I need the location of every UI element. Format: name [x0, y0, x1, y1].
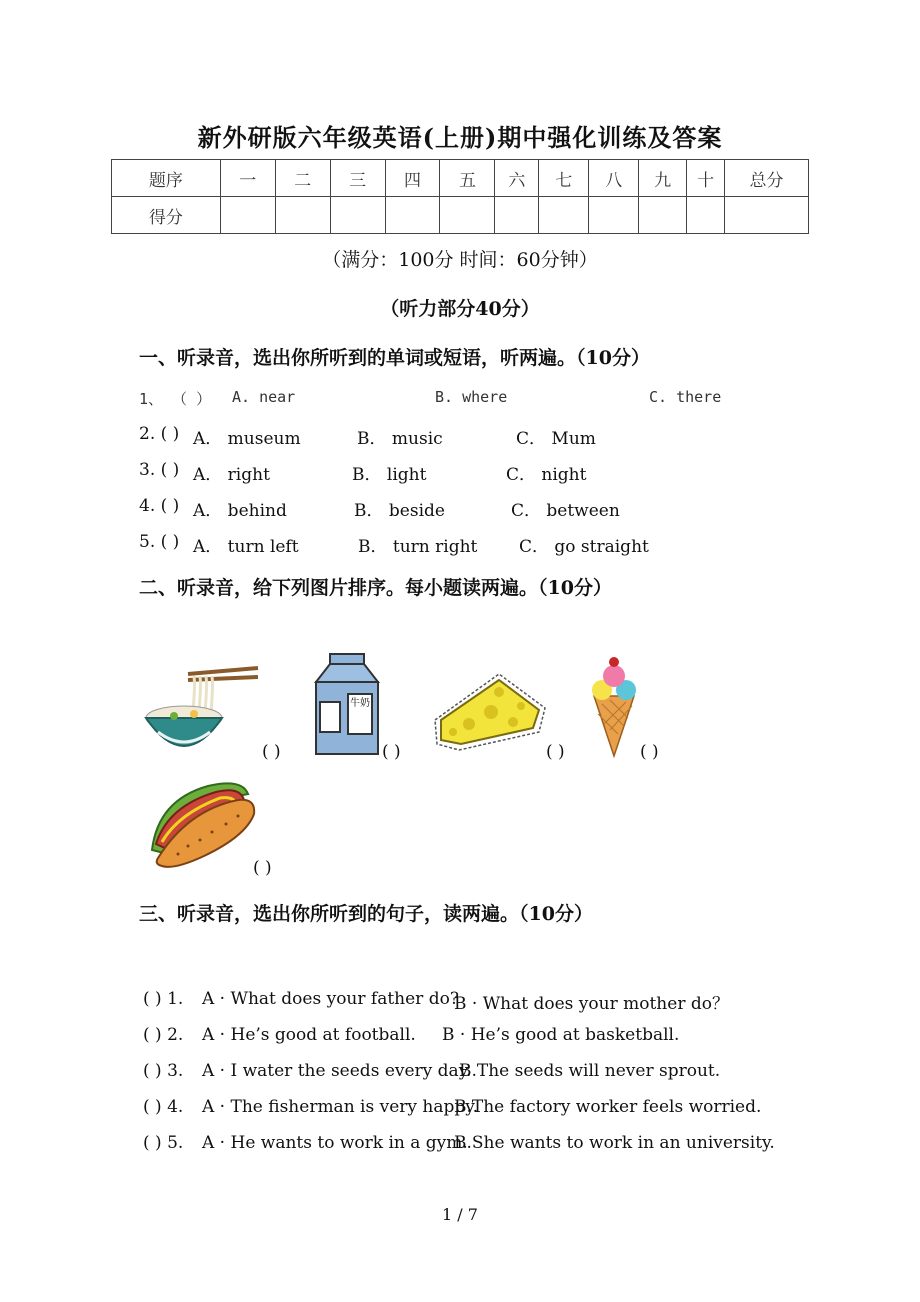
question-number: ( ) 3.	[143, 1061, 184, 1081]
option-b[interactable]: B.She wants to work in an university.	[454, 1133, 775, 1153]
option-c[interactable]: C． go straight	[519, 537, 649, 557]
option-c[interactable]: C． between	[511, 501, 620, 521]
question-number: ( ) 4.	[143, 1097, 184, 1117]
option-a[interactable]: A · What does your father do?	[202, 989, 459, 1009]
option-a[interactable]: A． turn left	[193, 537, 299, 557]
answer-paren[interactable]: ( )	[546, 742, 565, 762]
header-cell: 十	[687, 160, 725, 197]
score-cell[interactable]	[539, 197, 589, 234]
score-cell[interactable]	[725, 197, 809, 234]
option-a[interactable]: A． right	[193, 465, 270, 485]
header-cell: 四	[385, 160, 440, 197]
noodles-image	[138, 662, 262, 758]
header-cell: 五	[440, 160, 495, 197]
part2-heading: 二、听录音，给下列图片排序。每小题读两遍。（10分）	[139, 577, 612, 599]
question-number: 2. ( )	[139, 424, 180, 444]
option-b[interactable]: B · What does your mother do？	[454, 994, 729, 1014]
option-a[interactable]: A · He’s good at football.	[202, 1025, 416, 1045]
option-a[interactable]: A． museum	[193, 429, 301, 449]
option-b[interactable]: B · He’s good at basketball.	[442, 1025, 680, 1045]
option-b[interactable]: B.The factory worker feels worried.	[454, 1097, 762, 1117]
score-table-score-row	[112, 197, 809, 234]
listening-section-note: （听力部分40分）	[380, 298, 540, 320]
cheese-image	[429, 668, 549, 756]
row-label: 得分	[112, 197, 221, 234]
part3-heading: 三、听录音，选出你所听到的句子，读两遍。（10分）	[139, 903, 593, 925]
question-number: 4. ( )	[139, 496, 180, 516]
option-b[interactable]: B． turn right	[358, 537, 478, 557]
score-cell[interactable]	[495, 197, 539, 234]
header-cell: 六	[495, 160, 539, 197]
question-number: 5. ( )	[139, 532, 180, 552]
milk-carton-label: 牛奶	[350, 698, 370, 709]
question-number: 1、 （ ）	[139, 390, 212, 408]
option-a[interactable]: A · The fisherman is very happy.	[202, 1097, 479, 1117]
score-cell[interactable]	[220, 197, 275, 234]
header-cell: 题序	[112, 160, 221, 197]
header-cell: 总分	[725, 160, 809, 197]
full-marks-note: （满分：100分 时间：60分钟）	[322, 249, 598, 271]
header-cell: 九	[639, 160, 687, 197]
option-c[interactable]: C. there	[649, 388, 722, 406]
answer-paren[interactable]: ( )	[253, 858, 272, 878]
score-cell[interactable]	[440, 197, 495, 234]
score-cell[interactable]	[589, 197, 639, 234]
ice-cream-image	[588, 654, 640, 758]
header-cell: 八	[589, 160, 639, 197]
question-number: ( ) 1.	[143, 989, 184, 1009]
option-c[interactable]: C． Mum	[516, 429, 596, 449]
option-a[interactable]: A． behind	[193, 501, 287, 521]
question-number: 3. ( )	[139, 460, 180, 480]
option-c[interactable]: C． night	[506, 465, 587, 485]
option-b[interactable]: B. where	[435, 388, 508, 406]
page-title: 新外研版六年级英语(上册)期中强化训练及答案	[197, 123, 723, 152]
option-a[interactable]: A. near	[232, 388, 296, 406]
score-cell[interactable]	[330, 197, 385, 234]
option-b[interactable]: B． light	[352, 465, 427, 485]
option-a[interactable]: A · He wants to work in a gym.	[202, 1133, 468, 1153]
header-cell: 三	[330, 160, 385, 197]
score-cell[interactable]	[275, 197, 330, 234]
score-table	[111, 159, 809, 234]
option-b[interactable]: B.The seeds will never sprout.	[459, 1061, 721, 1081]
answer-paren[interactable]: ( )	[640, 742, 659, 762]
answer-paren[interactable]: ( )	[262, 742, 281, 762]
question-number: ( ) 5.	[143, 1133, 184, 1153]
header-cell: 二	[275, 160, 330, 197]
option-a[interactable]: A · I water the seeds every day.	[202, 1061, 472, 1081]
hot-dog-image	[138, 770, 258, 874]
header-cell: 七	[539, 160, 589, 197]
option-b[interactable]: B． beside	[354, 501, 445, 521]
option-b[interactable]: B． music	[357, 429, 443, 449]
part1-heading: 一、听录音，选出你所听到的单词或短语，听两遍。（10分）	[139, 347, 650, 369]
answer-paren[interactable]: ( )	[382, 742, 401, 762]
page-number: 1 / 7	[442, 1205, 478, 1224]
score-cell[interactable]	[687, 197, 725, 234]
question-number: ( ) 2.	[143, 1025, 184, 1045]
score-cell[interactable]	[385, 197, 440, 234]
score-cell[interactable]	[639, 197, 687, 234]
header-cell: 一	[220, 160, 275, 197]
score-table-header-row	[112, 160, 809, 197]
